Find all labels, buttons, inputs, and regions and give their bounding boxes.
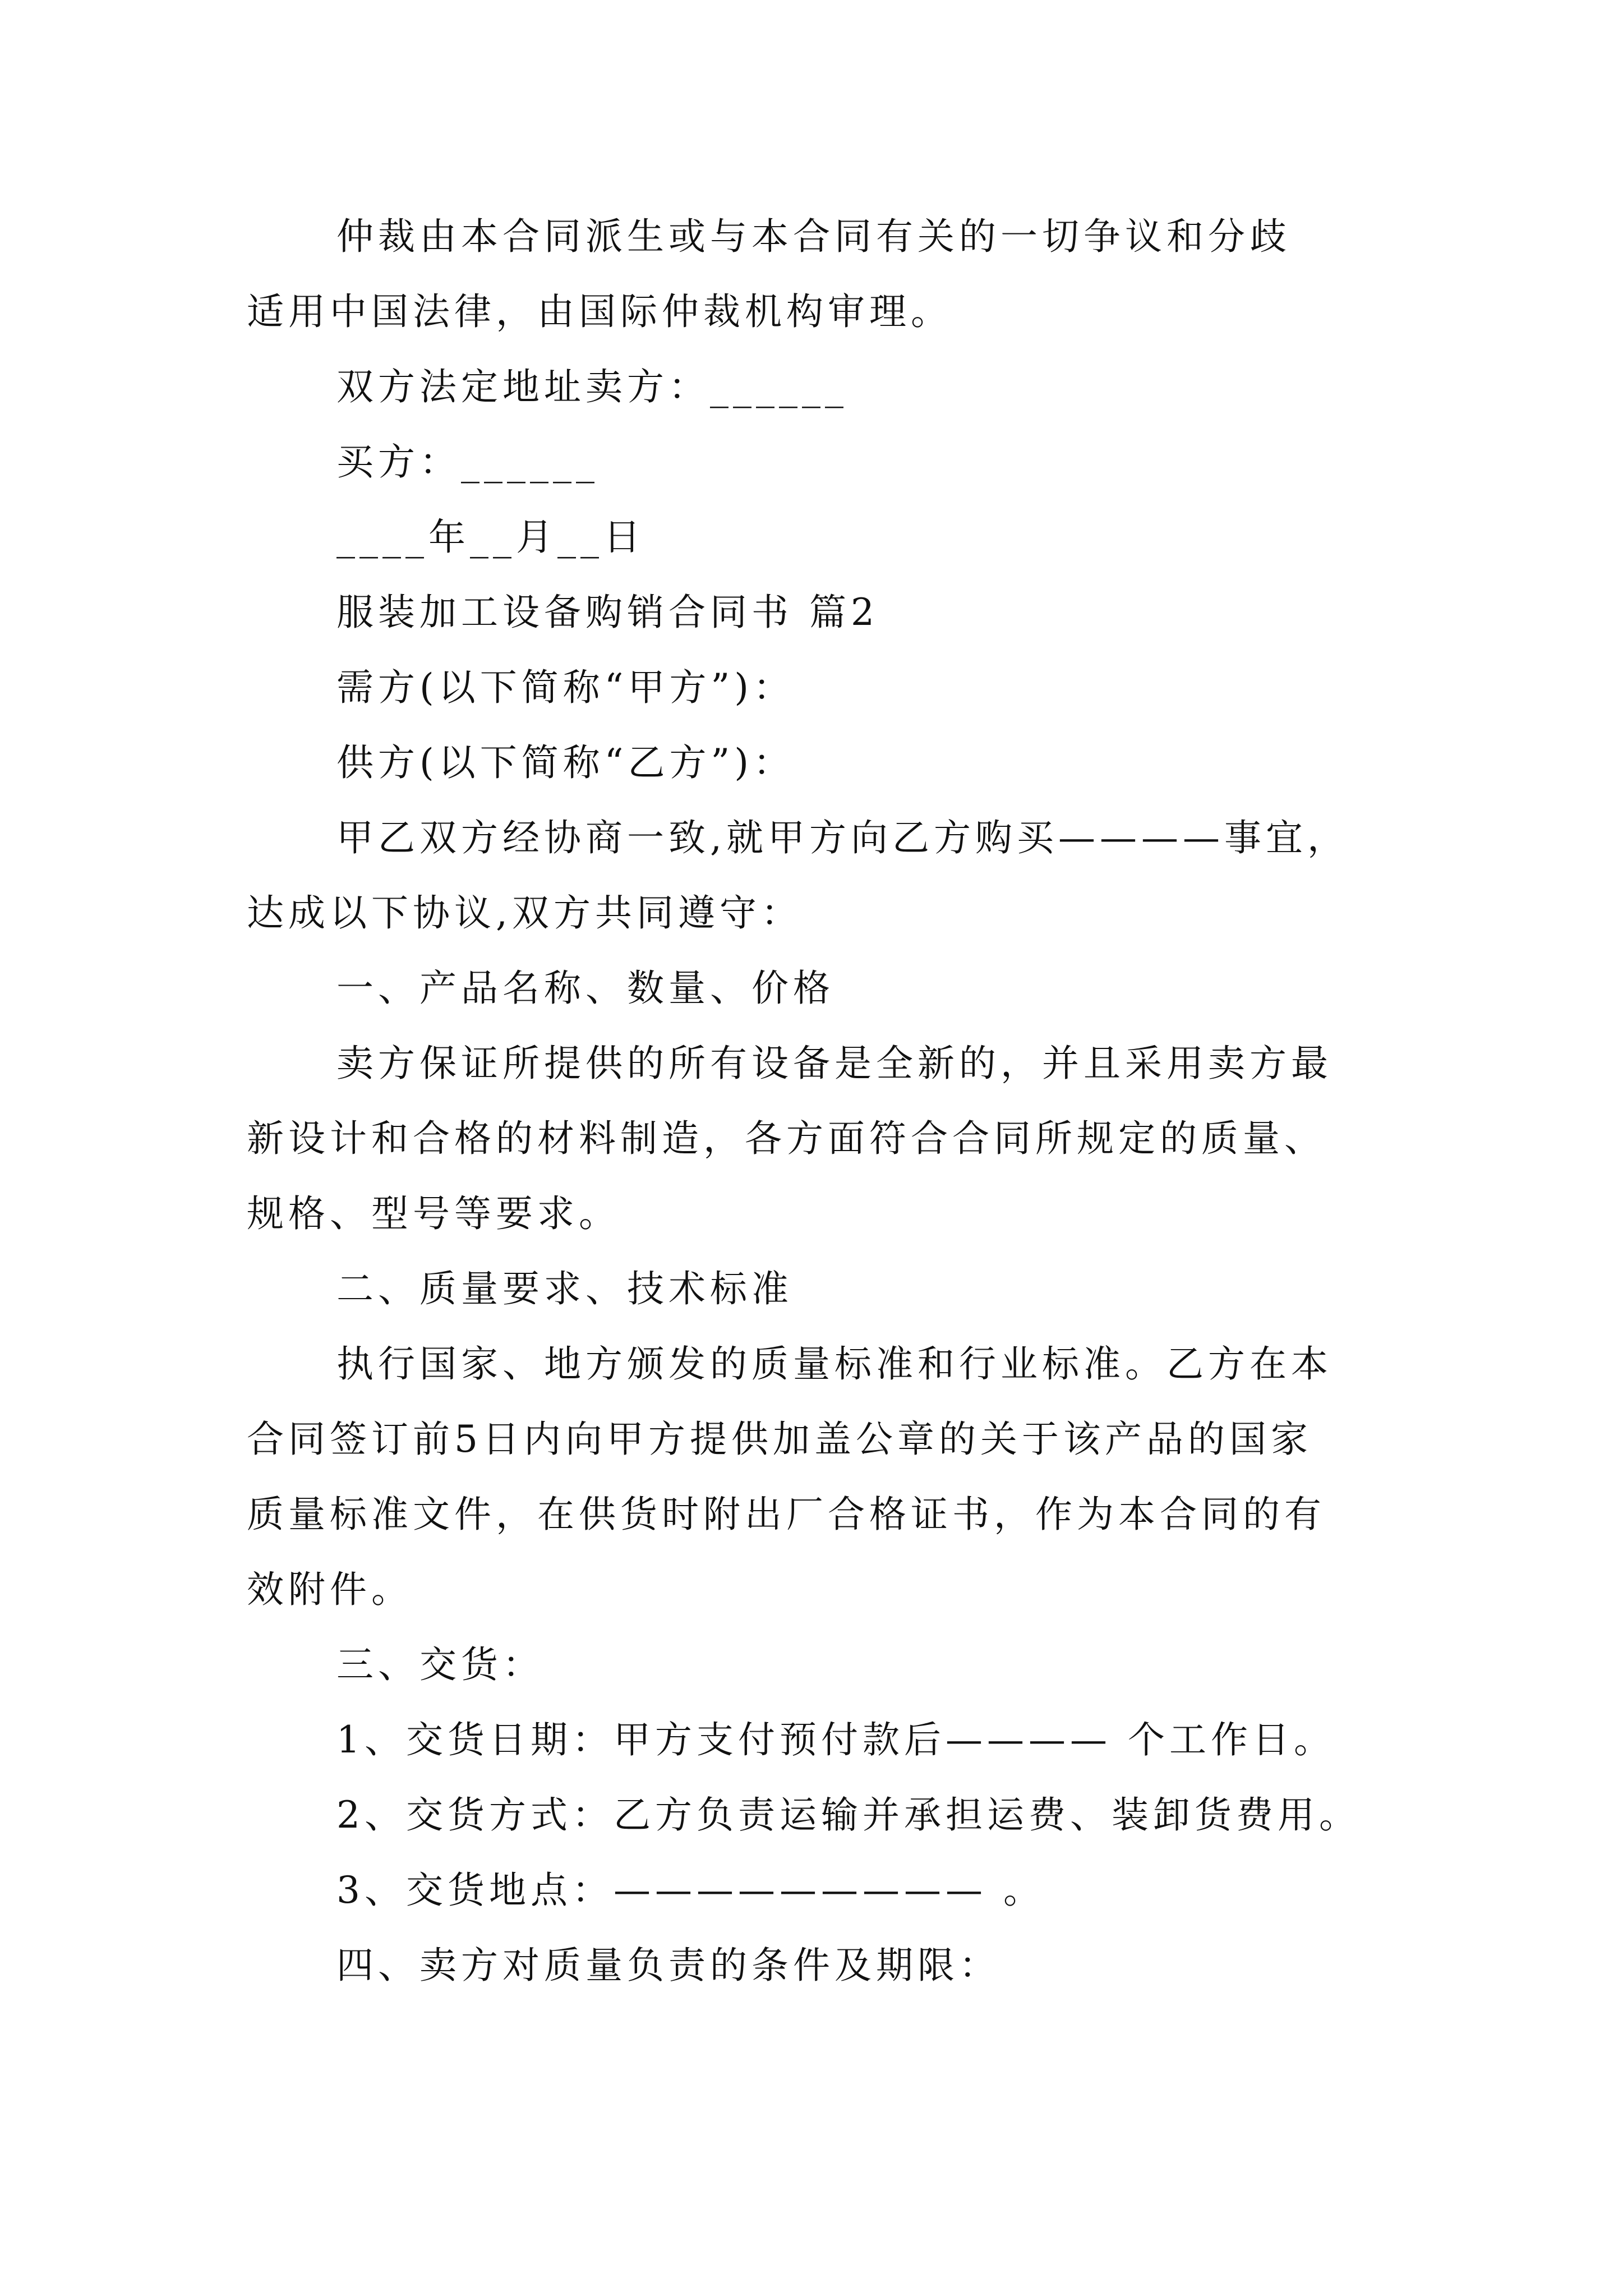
section-2-line-1: 执行国家、地方颁发的质量标准和行业标准。乙方在本	[336, 1342, 1332, 1386]
section-3-heading: 三、交货：	[336, 1643, 544, 1686]
preamble-line-1: 甲乙双方经协商一致,就甲方向乙方购买————事宜，	[336, 816, 1349, 859]
party-a-line: 需方(以下简称“甲方”)：	[336, 666, 795, 709]
section-2-heading: 二、质量要求、技术标准	[336, 1267, 793, 1310]
section-2-line-4: 效附件。	[247, 1568, 413, 1611]
contract-title: 服装加工设备购销合同书 篇2	[336, 591, 879, 634]
buyer-line: 买方：______	[336, 440, 599, 484]
party-b-line: 供方(以下简称“乙方”)：	[336, 741, 795, 784]
preamble-line-2: 达成以下协议,双方共同遵守：	[247, 891, 803, 935]
delivery-method-item: 2、交货方式：乙方负责运输并承担运费、装卸货费用。	[336, 1793, 1361, 1837]
date-line: ____年__月__日	[336, 516, 645, 559]
seller-address-line: 双方法定地址卖方：______	[336, 365, 848, 408]
paragraph-arbitration-line-2: 适用中国法律，由国际仲裁机构审理。	[247, 290, 952, 333]
section-2-line-2: 合同签订前5日内向甲方提供加盖公章的关于该产品的国家	[247, 1418, 1312, 1461]
section-2-line-3: 质量标准文件，在供货时附出厂合格证书，作为本合同的有	[247, 1493, 1326, 1536]
delivery-date-item: 1、交货日期：甲方支付预付款后———— 个工作日。	[336, 1718, 1335, 1761]
delivery-location-item: 3、交货地点：————————— 。	[336, 1869, 1045, 1912]
section-1-line-3: 规格、型号等要求。	[247, 1192, 620, 1235]
paragraph-arbitration-line-1: 仲裁由本合同派生或与本合同有关的一切争议和分歧	[336, 215, 1291, 258]
section-4-heading: 四、卖方对质量负责的条件及期限：	[336, 1944, 1000, 1987]
section-1-heading: 一、产品名称、数量、价格	[336, 967, 834, 1010]
section-1-line-2: 新设计和合格的材料制造，各方面符合合同所规定的质量、	[247, 1117, 1326, 1160]
section-1-line-1: 卖方保证所提供的所有设备是全新的，并且采用卖方最	[336, 1042, 1332, 1085]
